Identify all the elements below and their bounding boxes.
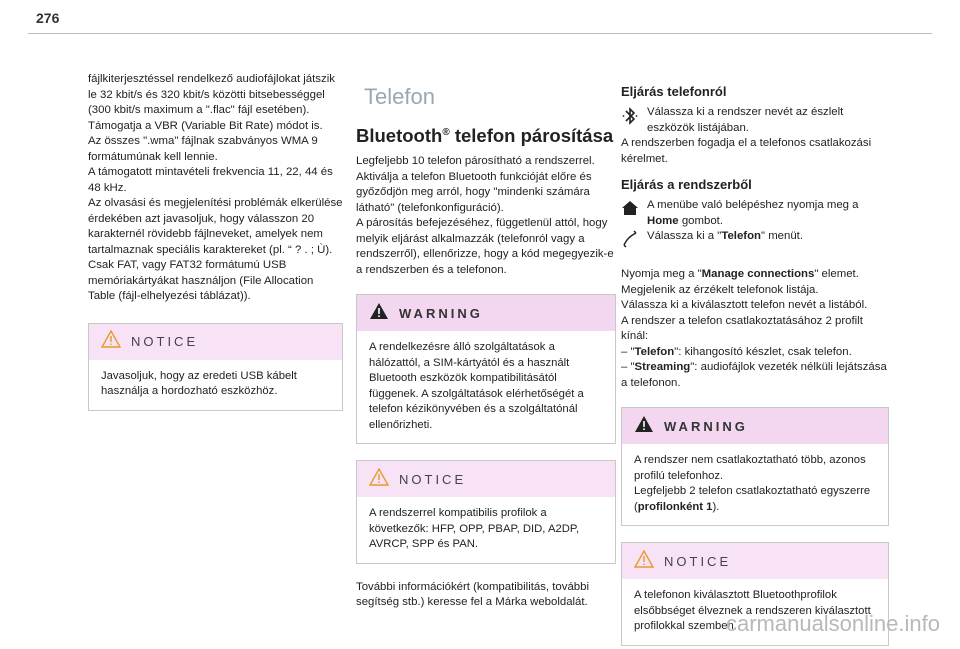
notice-icon xyxy=(369,468,389,491)
procedure-from-system-heading: Eljárás a rendszerből xyxy=(621,177,752,192)
column-1 xyxy=(88,72,343,411)
phone-accept-text: A rendszerben fogadja el a telefonos csatlakozási kérelmet. xyxy=(621,137,872,165)
home-icon xyxy=(621,198,647,222)
warning-text: A rendszer nem csatlakoztatható több, azonos profilú telefonhoz. Legfeljebb 2 telefon csatlakoztatható egyszerre (profilonként 1). xyxy=(634,454,871,513)
page-number: 276 xyxy=(36,10,60,26)
warning-box-services xyxy=(356,294,616,444)
more-info-paragraph: További információkért (kompatibilitás, további segítség stb.) keresse fel a Márka weboldalát. xyxy=(356,580,589,609)
phone-step-text: Válassza ki a rendszer nevét az észlelt eszközök listájában. xyxy=(647,106,844,134)
notice-icon xyxy=(101,330,121,353)
profiles-intro-text: Megjelenik az érzékelt telefonok listája. Válassza ki a kiválasztott telefon nevét a listából. A rendszer a telefon csatlakoztatásához 2 profilt kínál: xyxy=(621,283,868,342)
notice-label: NOTICE xyxy=(131,334,199,349)
home-step-text: A menübe való belépéshez nyomja meg a Home gombot. xyxy=(647,199,859,227)
bluetooth-pairing-heading: Bluetooth® telefon párosítása xyxy=(356,125,614,147)
phone-handset-icon xyxy=(621,229,647,253)
warning-box-profiles xyxy=(621,407,889,526)
column-2 xyxy=(356,72,616,611)
column-3 xyxy=(621,72,889,646)
manage-connections-text: Nyomja meg a "Manage connections" elemet. xyxy=(621,268,859,280)
notice-box-usb xyxy=(88,323,343,411)
notice-text: A telefonon kiválasztott Bluetoothprofilok elsőbbséget élveznek a rendszeren kiválasztott profilokkal szemben. xyxy=(634,589,871,632)
bluetooth-icon xyxy=(621,105,647,131)
notice-text: A rendszerrel kompatibilis profilok a következők: HFP, OPP, PBAP, DID, A2DP, AVRCP, SPP és PAN. xyxy=(369,507,580,551)
notice-text: Javasoljuk, hogy az eredeti USB kábelt használja a hordozható eszközhöz. xyxy=(101,369,297,397)
notice-label: NOTICE xyxy=(399,471,467,487)
usb-audio-paragraph: fájlkiterjesztéssel rendelkező audiofájlokat játszik le 32 kbit/s és 320 kbit/s közötti bitsebességgel (300 kbit/s maximum a ".flac" fájl esetében). Támogatja a VBR (Variable Bit Rate) módot is. Az összes ".wma" fájlnak szabványos WMA 9 formátumúnak kell lennie. A támogatott mintavételi frekvencia 11, 22, 44 és 48 kHz. Az olvasási és megjelenítési problémák elkerülése érdekében azt javasoljuk, hogy válasszon 20 karakternél rövidebb fájlneveket, amelyek nem tartalmaznak speciális karaktereket (pl. “ ? . ; Ù). Csak FAT, vagy FAT32 formátumú USB memóriakártyákat használjon (File Allocation Table (fájl-elhelyezési táblázat)). xyxy=(88,73,343,302)
warning-label: WARNING xyxy=(399,305,483,321)
warning-icon xyxy=(369,302,389,325)
warning-text: A rendelkezésre álló szolgáltatások a hálózattól, a SIM-kártyától és a használt Bluetooth eszközök kompatibilitásától függenek. A szolgáltatások elérhetőségét a telefon kézikönyvében és a szolgáltatónál ellenőrizheti. xyxy=(369,341,584,431)
warning-icon xyxy=(634,415,654,438)
warning-label: WARNING xyxy=(664,418,748,434)
watermark: carmanualsonline.info xyxy=(725,611,940,636)
header-divider xyxy=(28,33,932,34)
profile-option-telefon: – "Telefon": kihangosító készlet, csak telefon. xyxy=(621,345,852,358)
section-title: Telefon xyxy=(364,84,435,109)
notice-icon xyxy=(634,550,654,573)
notice-label: NOTICE xyxy=(664,553,732,569)
profile-option-streaming: – "Streaming": audiofájlok vezeték nélküli lejátszása a telefonon. xyxy=(621,361,887,389)
notice-box-profiles xyxy=(356,460,616,564)
procedure-from-phone-heading: Eljárás telefonról xyxy=(621,84,727,99)
pairing-paragraph: Legfeljebb 10 telefon párosítható a rendszerrel. Aktiválja a telefon Bluetooth funkcióját előre és győződjön meg arról, hogy "mindenki számára látható" (telefonkonfiguráció). A párosítás befejezéséhez, függetlenül attól, hogy melyik eljárást alkalmazzák (telefonról vagy a rendszerről), ellenőrizze, hogy a kód megegyezik-e a rendszerben és a telefonon. xyxy=(356,155,614,276)
telefon-step-text: Válassza ki a "Telefon" menüt. xyxy=(647,230,804,242)
